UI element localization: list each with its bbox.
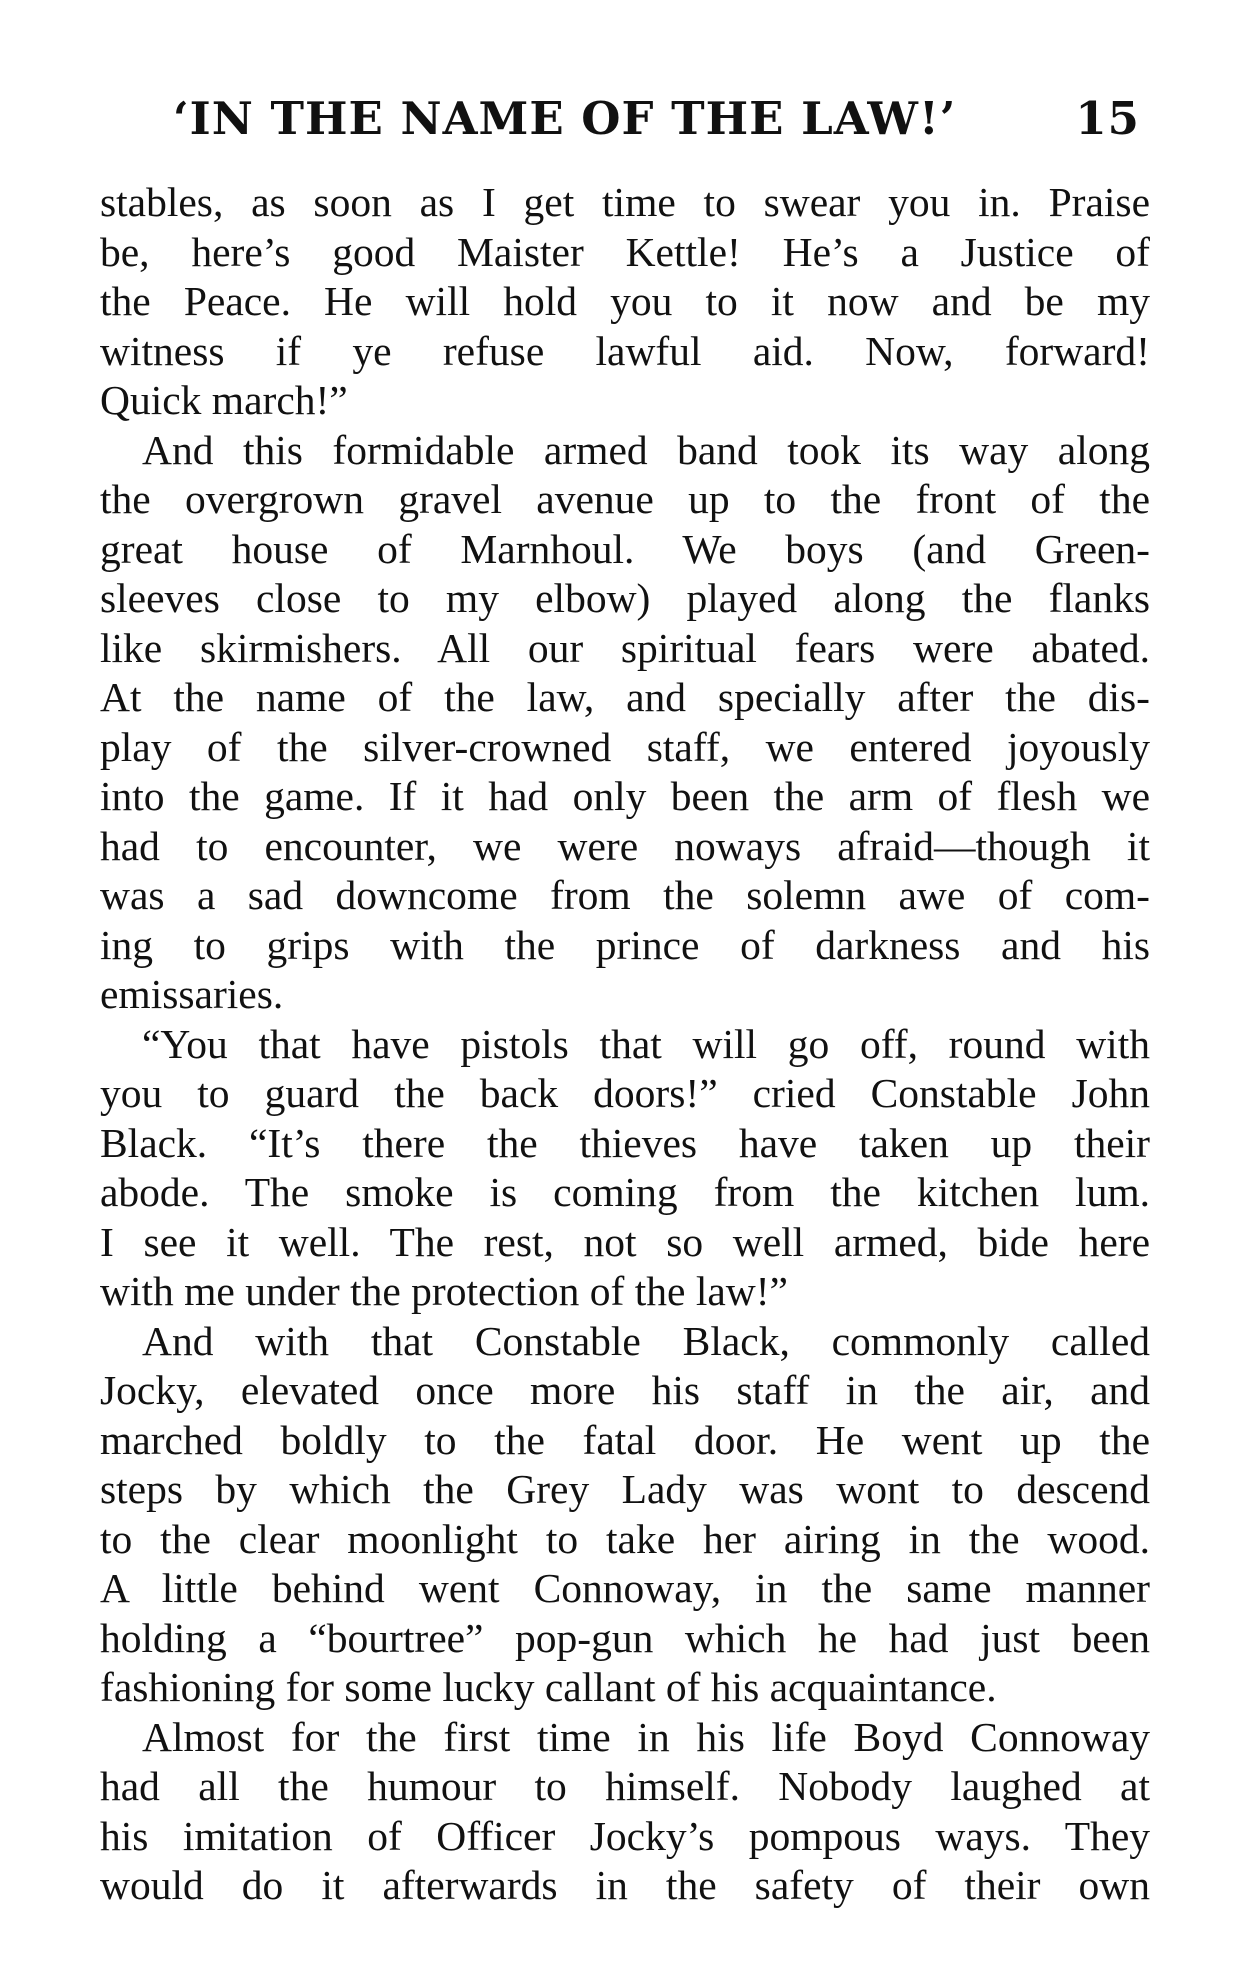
running-head	[145, 92, 1140, 152]
text-line: At the name of the law, and specially after the dis-	[100, 674, 1150, 720]
body-text	[100, 178, 1150, 1911]
text-line: sleeves close to my elbow) played along the flanks	[100, 575, 1150, 621]
text-line: like skirmishers. All our spiritual fears were abated.	[100, 624, 1150, 671]
text-line: great house of Marnhoul. We boys (and Green-	[100, 525, 1150, 572]
text-line: his imitation of Officer Jocky’s pompous ways. They	[100, 1812, 1150, 1859]
page-number: 15	[1075, 92, 1140, 145]
text-line: be, here’s good Maister Kettle! He’s a Justice of	[100, 228, 1150, 275]
text-line: had all the humour to himself. Nobody laughed at	[100, 1763, 1150, 1809]
text-line: ing to grips with the prince of darkness and his	[100, 921, 1150, 968]
text-line: with me under the protection of the law!”	[100, 1268, 788, 1314]
text-line: abode. The smoke is coming from the kitchen lum.	[100, 1169, 1150, 1215]
text-line: had to encounter, we were noways afraid—though it	[100, 822, 1150, 869]
text-line: holding a “bourtree” pop-gun which he had just been	[100, 1614, 1150, 1661]
text-line: the overgrown gravel avenue up to the front of the	[100, 476, 1150, 522]
text-line: was a sad downcome from the solemn awe of com-	[100, 872, 1150, 918]
text-line: Almost for the first time in his life Boyd Connoway	[142, 1713, 1150, 1760]
text-line: stables, as soon as I get time to swear you in. Praise	[100, 179, 1150, 225]
chapter-title: ‘IN THE NAME OF THE LAW!’	[173, 92, 957, 145]
text-line: Black. “It’s there the thieves have taken up their	[100, 1119, 1150, 1166]
text-line: fashioning for some lucky callant of his acquaintance.	[100, 1664, 997, 1710]
text-line: steps by which the Grey Lady was wont to descend	[100, 1466, 1150, 1512]
text-line: marched boldly to the fatal door. He went up the	[100, 1416, 1150, 1463]
text-line: Quick march!”	[100, 377, 348, 423]
text-line: play of the silver-crowned staff, we entered joyously	[100, 723, 1150, 770]
text-line: A little behind went Connoway, in the same manner	[100, 1565, 1150, 1611]
text-line: witness if ye refuse lawful aid. Now, forward!	[100, 327, 1150, 374]
text-line: Jocky, elevated once more his staff in the air, and	[100, 1367, 1150, 1413]
text-line: “You that have pistols that will go off, round with	[142, 1020, 1150, 1067]
text-line: I see it well. The rest, not so well armed, bide here	[100, 1218, 1150, 1265]
text-line: And with that Constable Black, commonly called	[142, 1317, 1150, 1364]
text-line: the Peace. He will hold you to it now and be my	[100, 278, 1150, 324]
text-line: And this formidable armed band took its way along	[142, 426, 1150, 473]
text-line: you to guard the back doors!” cried Constable John	[100, 1070, 1150, 1116]
text-line: to the clear moonlight to take her airing in the wood.	[100, 1515, 1150, 1562]
text-line: would do it afterwards in the safety of their own	[100, 1862, 1150, 1908]
text-line: into the game. If it had only been the arm of flesh we	[100, 773, 1150, 819]
book-page	[100, 0, 1150, 1982]
text-line: emissaries.	[100, 971, 284, 1017]
